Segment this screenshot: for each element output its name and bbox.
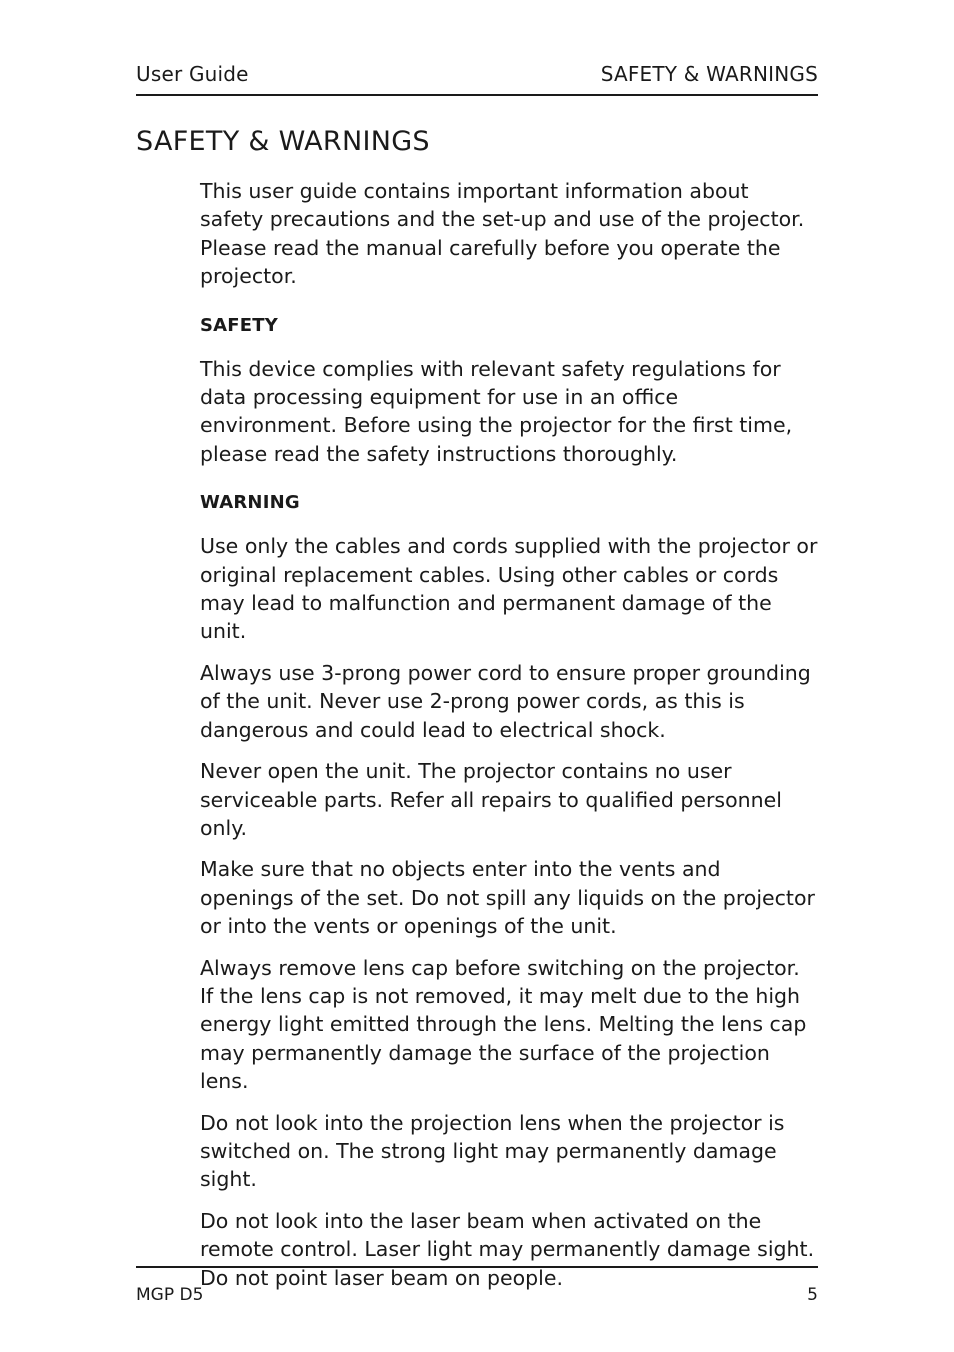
warning-heading: WARNING (200, 492, 300, 514)
warning-paragraph-vents: Make sure that no objects enter into the vents and openings of the set. Do not spill any liquids on the projector or into the vents or openings of the unit. (200, 857, 815, 939)
footer-model-name: MGP D5 (136, 1285, 204, 1305)
page-number: 5 (807, 1285, 818, 1305)
warning-paragraph-grounding: Always use 3-prong power cord to ensure proper grounding of the unit. Never use 2-prong power cords, as this is dangerous and could lead to electrical shock. (200, 660, 811, 742)
safety-heading: SAFETY (200, 314, 278, 336)
page-footer (136, 1266, 818, 1305)
warning-paragraph-cables: Use only the cables and cords supplied with the projector or original replacement cables. Using other cables or cords may lead to malfunction and permanent damage of the unit. (200, 534, 818, 644)
page-title: SAFETY & WARNINGS (136, 126, 430, 157)
main-content (200, 177, 818, 1305)
page-header (136, 60, 818, 96)
warning-paragraph-lens-cap: Always remove lens cap before switching on the projector. If the lens cap is not removed, it may melt due to the high energy light emitted through the lens. Melting the lens cap may permanently damage the surface of the projection lens. (200, 955, 807, 1094)
header-document-title: User Guide (136, 62, 249, 86)
safety-paragraph: This device complies with relevant safety regulations for data processing equipment for use in an office environment. Before using the projector for the first time, please read the safety instructions thoroughly. (200, 356, 793, 466)
warning-paragraph-projection-lens: Do not look into the projection lens when the projector is switched on. The strong light may permanently damage sight. (200, 1110, 785, 1192)
warning-paragraph-laser: Do not look into the laser beam when activated on the remote control. Laser light may permanently damage sight. Do not point laser beam on people. (200, 1208, 815, 1290)
header-section-title: SAFETY & WARNINGS (600, 62, 818, 86)
intro-paragraph: This user guide contains important information about safety precautions and the set-up and use of the projector. Please read the manual carefully before you operate the projector. (200, 179, 805, 289)
warning-paragraph-open-unit: Never open the unit. The projector contains no user serviceable parts. Refer all repairs to qualified personnel only. (200, 759, 782, 840)
